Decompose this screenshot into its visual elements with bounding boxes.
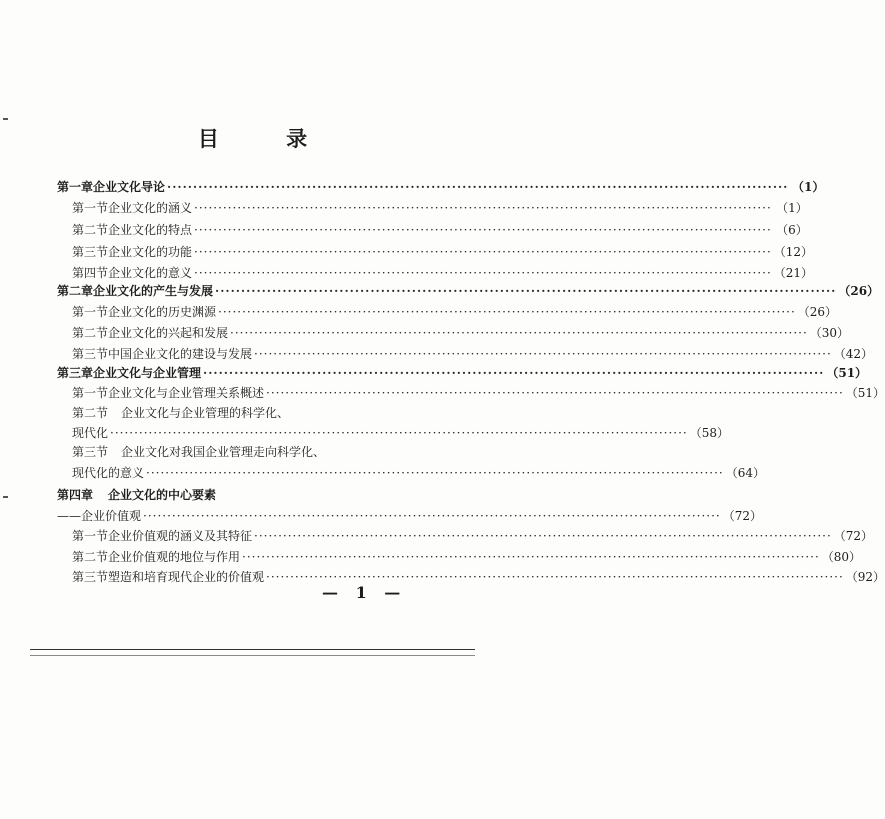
toc-entry-title: 企业价值观的涵义及其特征 (108, 529, 253, 543)
toc-leader-dots: ························································································································ (194, 266, 772, 280)
toc-leader-dots: ························································································································ (230, 326, 808, 340)
toc-entry-page: （1） (792, 180, 825, 194)
toc-entry-title: 企业文化的涵义 (108, 201, 193, 215)
toc-leader-dots: ························································································································ (194, 201, 772, 215)
toc-entry (72, 303, 838, 321)
toc-entry-title: 企业文化与企业管理的科学化、 (121, 406, 290, 420)
toc-entry (72, 324, 850, 342)
toc-entry-number: 第四章 (57, 488, 94, 502)
toc-leader-dots: ························································································································ (143, 509, 721, 523)
toc-entry-page: （26） (838, 284, 880, 298)
toc-leader-dots: ························································································································ (167, 180, 789, 194)
toc-entry-page: （51） (845, 386, 885, 400)
toc-entry-page: （30） (809, 326, 850, 340)
toc-entry (72, 443, 395, 461)
page-number: — 1 — (322, 583, 407, 602)
toc-entry-title: 企业价值观的地位与作用 (108, 550, 241, 564)
toc-entry-title: 企业文化的意义 (108, 266, 193, 280)
toc-leader-dots: ························································································································ (194, 245, 772, 259)
toc-entry-page: （12） (773, 245, 814, 259)
toc-entry-number: 第一节 (72, 529, 109, 543)
toc-entry-title: 企业文化导论 (93, 180, 166, 194)
toc-entry-number: 第三节 (72, 445, 109, 459)
toc-entry-page: （42） (833, 347, 874, 361)
toc-leader-dots: ························································································································ (254, 347, 832, 361)
toc-entry (72, 464, 766, 482)
toc-entry-title: 企业文化与企业管理 (93, 366, 202, 380)
toc-entry-number: 第一节 (72, 305, 109, 319)
toc-entry-page: （72） (722, 509, 763, 523)
toc-entry-title: 企业文化的中心要素 (108, 488, 217, 502)
toc-entry-title: 企业文化的产生与发展 (93, 284, 214, 298)
toc-leader-dots: ························································································································ (194, 223, 772, 237)
toc-entry-title: 现代化的意义 (72, 466, 145, 480)
toc-entry-number: 第三章 (57, 366, 94, 380)
toc-entry-number: 第一章 (57, 180, 94, 194)
toc-entry-page: （1） (776, 201, 808, 215)
toc-entry-page: （58） (689, 426, 730, 440)
toc-leader-dots: ························································································································ (266, 570, 844, 584)
footer-rule (30, 649, 475, 650)
toc-entry (57, 486, 395, 504)
toc-entry-title: 企业文化与企业管理关系概述 (108, 386, 265, 400)
toc-entry (72, 345, 874, 363)
toc-entry (57, 282, 880, 300)
toc-entry-number: 第三节 (72, 570, 109, 584)
toc-entry-page: （64） (725, 466, 766, 480)
toc-entry (72, 243, 814, 261)
page-title: 目 录 (197, 126, 338, 151)
toc-entry-number: 第三节 (72, 347, 109, 361)
toc-leader-dots: ························································································································ (215, 284, 837, 298)
toc-entry-title: 现代化 (72, 426, 109, 440)
toc-entry-number: 第一节 (72, 201, 109, 215)
toc-entry-number: 第一节 (72, 386, 109, 400)
toc-entry-number: 第二节 (72, 326, 109, 340)
toc-entry (72, 264, 814, 282)
toc-entry (72, 384, 885, 402)
toc-entry (72, 404, 395, 422)
toc-entry-page: （6） (776, 223, 808, 237)
toc-entry-number: 第二节 (72, 223, 109, 237)
margin-mark (3, 118, 8, 120)
toc-entry-title: 企业文化的历史渊源 (108, 305, 217, 319)
toc-entry (72, 424, 730, 442)
toc-entry-page: （80） (821, 550, 862, 564)
toc-entry (72, 221, 808, 239)
toc-entry (72, 548, 862, 566)
toc-entry-page: （72） (833, 529, 874, 543)
toc-leader-dots: ························································································································ (203, 366, 825, 380)
toc-entry-number: 第三节 (72, 245, 109, 259)
toc-entry-page: （21） (773, 266, 814, 280)
toc-leader-dots: ························································································································ (254, 529, 832, 543)
toc-entry (57, 507, 763, 525)
toc-entry-title: 中国企业文化的建设与发展 (108, 347, 253, 361)
toc-leader-dots: ························································································································ (242, 550, 820, 564)
toc-entry-title: 塑造和培育现代企业的价值观 (108, 570, 265, 584)
toc-leader-dots: ························································································································ (218, 305, 796, 319)
toc-entry-page: （26） (797, 305, 838, 319)
toc-entry (72, 527, 874, 545)
toc-entry-title: 企业文化对我国企业管理走向科学化、 (121, 445, 326, 459)
toc-entry-number: 第二节 (72, 550, 109, 564)
toc-entry-number: 第二节 (72, 406, 109, 420)
toc-leader-dots: ························································································································ (146, 466, 724, 480)
toc-entry-title: 企业文化的功能 (108, 245, 193, 259)
toc-entry-number: 第二章 (57, 284, 94, 298)
margin-mark (3, 496, 8, 498)
toc-entry-page: （51） (826, 366, 868, 380)
toc-entry (72, 199, 808, 217)
toc-entry-number: 第四节 (72, 266, 109, 280)
toc-leader-dots: ························································································································ (110, 426, 688, 440)
toc-entry (57, 178, 825, 196)
toc-entry (57, 364, 868, 382)
toc-leader-dots: ························································································································ (266, 386, 844, 400)
toc-entry-title: 企业文化的特点 (108, 223, 193, 237)
toc-entry-title: ——企业价值观 (57, 509, 142, 523)
toc-entry-page: （92） (845, 570, 885, 584)
footer-rule-faint (30, 655, 475, 656)
toc-entry-title: 企业文化的兴起和发展 (108, 326, 229, 340)
